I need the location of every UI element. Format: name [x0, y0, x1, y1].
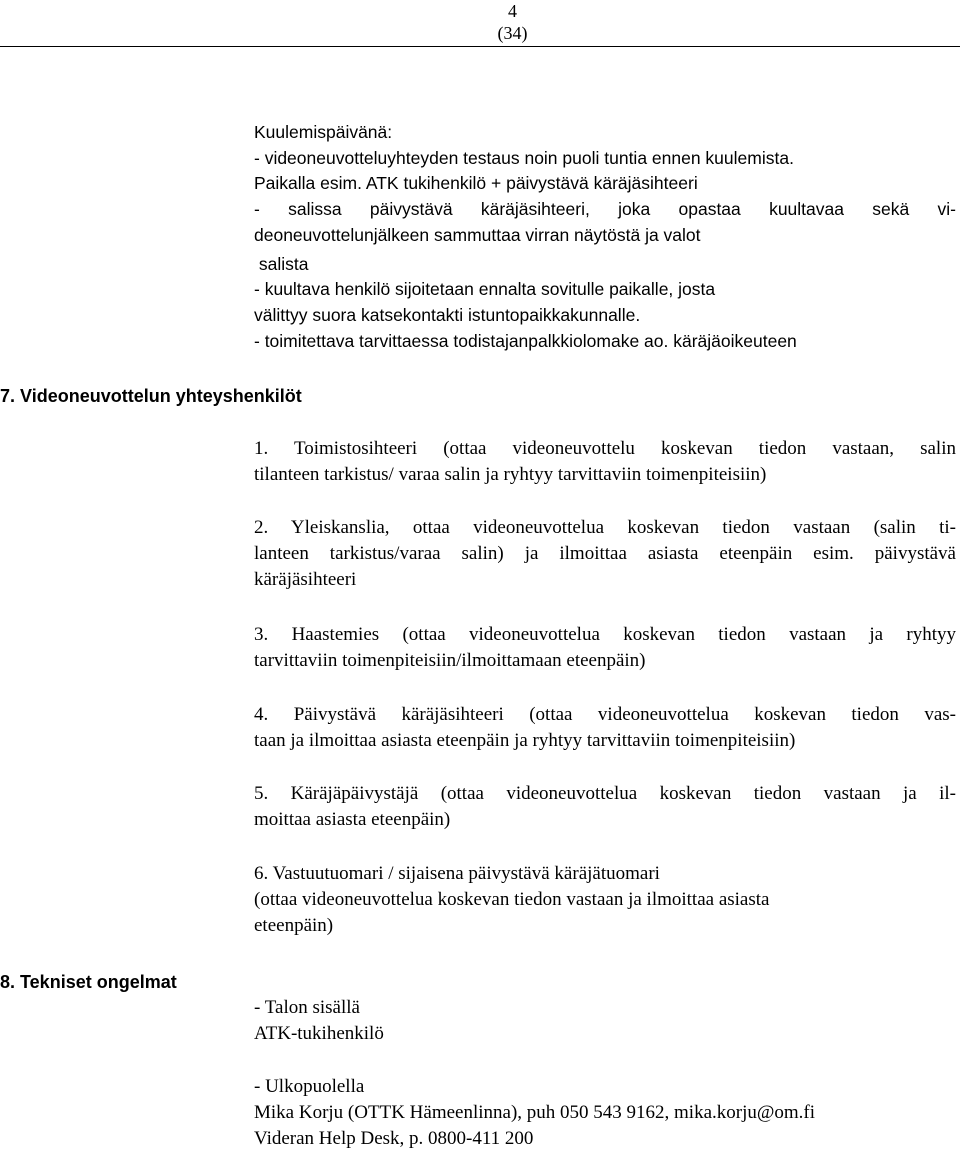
contact-line: 3. Haastemies (ottaa videoneuvottelua koskevan tiedon vastaan ja ryhtyy	[254, 624, 956, 645]
outside-support-label: - Ulkopuolella	[254, 1076, 365, 1097]
page-total: (34)	[497, 23, 528, 43]
hearing-day-line: välittyy suora katsekontakti istuntopaikkakunnalle.	[254, 305, 641, 325]
contact-line: 6. Vastuutuomari / sijaisena päivystävä käräjätuomari	[254, 863, 660, 884]
outside-support-contact: Mika Korju (OTTK Hämeenlinna), puh 050 543 9162, mika.korju@om.fi	[254, 1102, 816, 1123]
inside-support-label: - Talon sisällä	[254, 997, 360, 1018]
contact-line: käräjäsihteeri	[254, 569, 357, 590]
contact-line: moittaa asiasta eteenpäin)	[254, 809, 451, 830]
contact-line: lanteen tarkistus/varaa salin) ja ilmoittaa asiasta eteenpäin esim. päivystävä	[254, 543, 956, 564]
contact-line: 2. Yleiskanslia, ottaa videoneuvottelua koskevan tiedon vastaan (salin ti-	[254, 517, 956, 538]
section-8-heading: 8. Tekniset ongelmat	[0, 972, 177, 992]
section-7-heading: 7. Videoneuvottelun yhteyshenkilöt	[0, 386, 302, 406]
contact-line: (ottaa videoneuvottelua koskevan tiedon vastaan ja ilmoittaa asiasta	[254, 889, 770, 910]
contact-line: eteenpäin)	[254, 915, 334, 936]
hearing-day-line: deoneuvottelunjälkeen sammuttaa virran näytöstä ja valot	[254, 225, 701, 245]
hearing-day-label: Kuulemispäivänä:	[254, 122, 393, 142]
helpdesk-contact: Videran Help Desk, p. 0800-411 200	[254, 1128, 534, 1149]
contact-line: 5. Käräjäpäivystäjä (ottaa videoneuvottelua koskevan tiedon vastaan ja il-	[254, 783, 956, 804]
hearing-day-line: - videoneuvotteluyhteyden testaus noin puoli tuntia ennen kuulemista.	[254, 148, 794, 168]
contact-line: tarvittaviin toimenpiteisiin/ilmoittamaan eteenpäin)	[254, 650, 646, 671]
hearing-day-line: - salissa päivystävä käräjäsihteeri, joka opastaa kuultavaa sekä vi-	[254, 199, 956, 219]
contact-line: 4. Päivystävä käräjäsihteeri (ottaa videoneuvottelua koskevan tiedon vas-	[254, 704, 956, 725]
hearing-day-line: salista	[254, 254, 309, 274]
header-divider	[0, 46, 960, 47]
contact-line: taan ja ilmoittaa asiasta eteenpäin ja ryhtyy tarvittaviin toimenpiteisiin)	[254, 730, 796, 751]
hearing-day-line: - toimitettava tarvittaessa todistajanpalkkiolomake ao. käräjäoikeuteen	[254, 331, 797, 351]
inside-support-contact: ATK-tukihenkilö	[254, 1023, 384, 1044]
hearing-day-line: - kuultava henkilö sijoitetaan ennalta sovitulle paikalle, josta	[254, 279, 716, 299]
page-number: 4	[508, 1, 517, 21]
contact-line: tilanteen tarkistus/ varaa salin ja ryhtyy tarvittaviin toimenpiteisiin)	[254, 464, 767, 485]
contact-line: 1. Toimistosihteeri (ottaa videoneuvottelu koskevan tiedon vastaan, salin	[254, 438, 956, 459]
hearing-day-line: Paikalla esim. ATK tukihenkilö + päivystävä käräjäsihteeri	[254, 173, 698, 193]
